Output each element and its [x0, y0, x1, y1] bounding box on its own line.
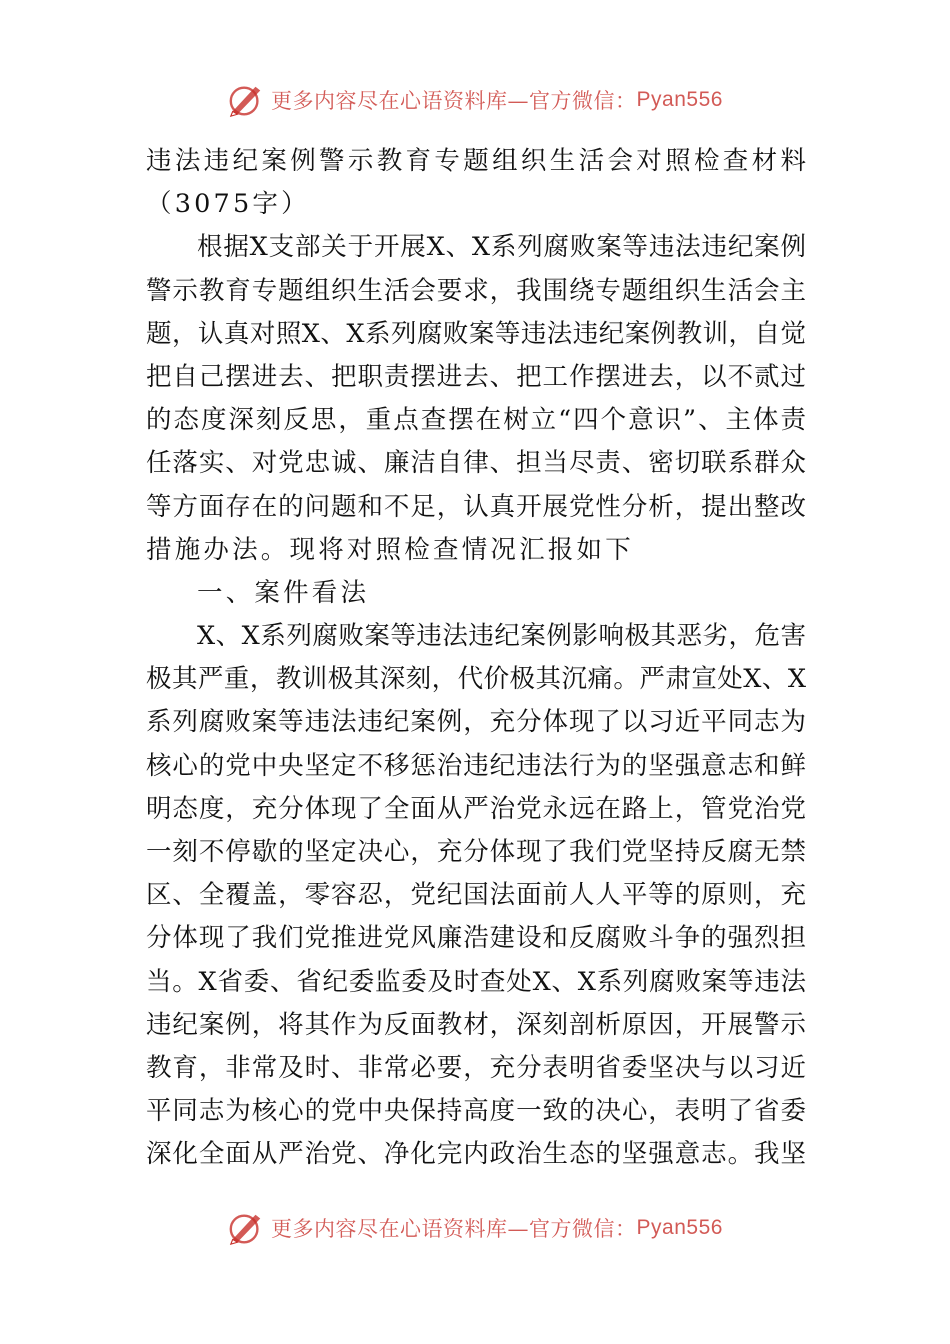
paragraph-line: 核心的党中央坚定不移惩治违纪违法行为的坚强意志和鲜	[146, 750, 806, 781]
paragraph-line: 根据X支部关于开展X、X系列腐败案等违法违纪案例	[197, 232, 806, 263]
paragraph-line: 任落实、对党忠诚、廉洁自律、担当尽责、密切联系群众	[146, 448, 806, 479]
paragraph-line: 题，认真对照X、X系列腐败案等违法违纪案例教训，自觉	[146, 318, 806, 349]
pen-logo-icon	[227, 81, 265, 119]
document-word-count: （3075字）	[146, 189, 310, 220]
watermark-header	[0, 78, 950, 122]
document-body	[146, 140, 806, 1177]
paragraph-line: 警示教育专题组织生活会要求，我围绕专题组织生活会主	[146, 275, 806, 306]
paragraph-line: 平同志为核心的党中央保持高度一致的决心，表明了省委	[146, 1096, 806, 1127]
paragraph-line: 分体现了我们党推进党风廉浩建设和反腐败斗争的强烈担	[146, 923, 806, 954]
paragraph-line: 教育，非常及时、非常必要，充分表明省委坚决与以习近	[146, 1052, 806, 1083]
paragraph-line: 一刻不停歇的坚定决心，充分体现了我们党坚持反腐无禁	[146, 837, 806, 867]
paragraph-line: 深化全面从严治党、净化完内政治生态的坚强意志。我坚	[146, 1139, 806, 1170]
document-title: 违法违纪案例警示教育专题组织生活会对照检查材料	[146, 146, 806, 176]
watermark-footer	[0, 1206, 950, 1250]
section-heading: 一、案件看法	[197, 577, 370, 608]
paragraph-line: 极其严重，教训极其深刻，代价极其沉痛。严肃宣处X、X	[146, 664, 806, 695]
paragraph-line: 系列腐败案等违法违纪案例，充分体现了以习近平同志为	[146, 707, 806, 738]
watermark-text: 更多内容尽在心语资料库—官方微信：	[271, 1217, 637, 1241]
watermark-text: 更多内容尽在心语资料库—官方微信：	[271, 89, 637, 113]
paragraph-line: 违纪案例，将其作为反面教材，深刻剖析原因，开展警示	[146, 1009, 806, 1040]
pen-logo-icon	[227, 1209, 265, 1247]
watermark-wechat-id: Pyan556	[636, 88, 723, 111]
paragraph-line: X、X系列腐败案等违法违纪案例影响极其恶劣，危害	[197, 621, 806, 652]
watermark-wechat-id: Pyan556	[636, 1216, 723, 1239]
paragraph-line: 等方面存在的问题和不足，认真开展党性分析，提出整改	[146, 491, 806, 522]
paragraph-line: 明态度，充分体现了全面从严治党永远在路上，管党治党	[146, 793, 806, 824]
paragraph-line: 的态度深刻反思，重点查摆在树立“四个意识”、主体责	[146, 405, 806, 436]
paragraph-line: 当。X省委、省纪委监委及时查处X、X系列腐败案等违法	[146, 966, 806, 997]
paragraph-line: 把自己摆进去、把职责摆进去、把工作摆进去，以不贰过	[146, 361, 806, 392]
paragraph-line: 区、全覆盖，零容忍，党纪国法面前人人平等的原则，充	[146, 880, 806, 911]
paragraph-line: 措施办法。现将对照检查情况汇报如下	[146, 534, 634, 565]
